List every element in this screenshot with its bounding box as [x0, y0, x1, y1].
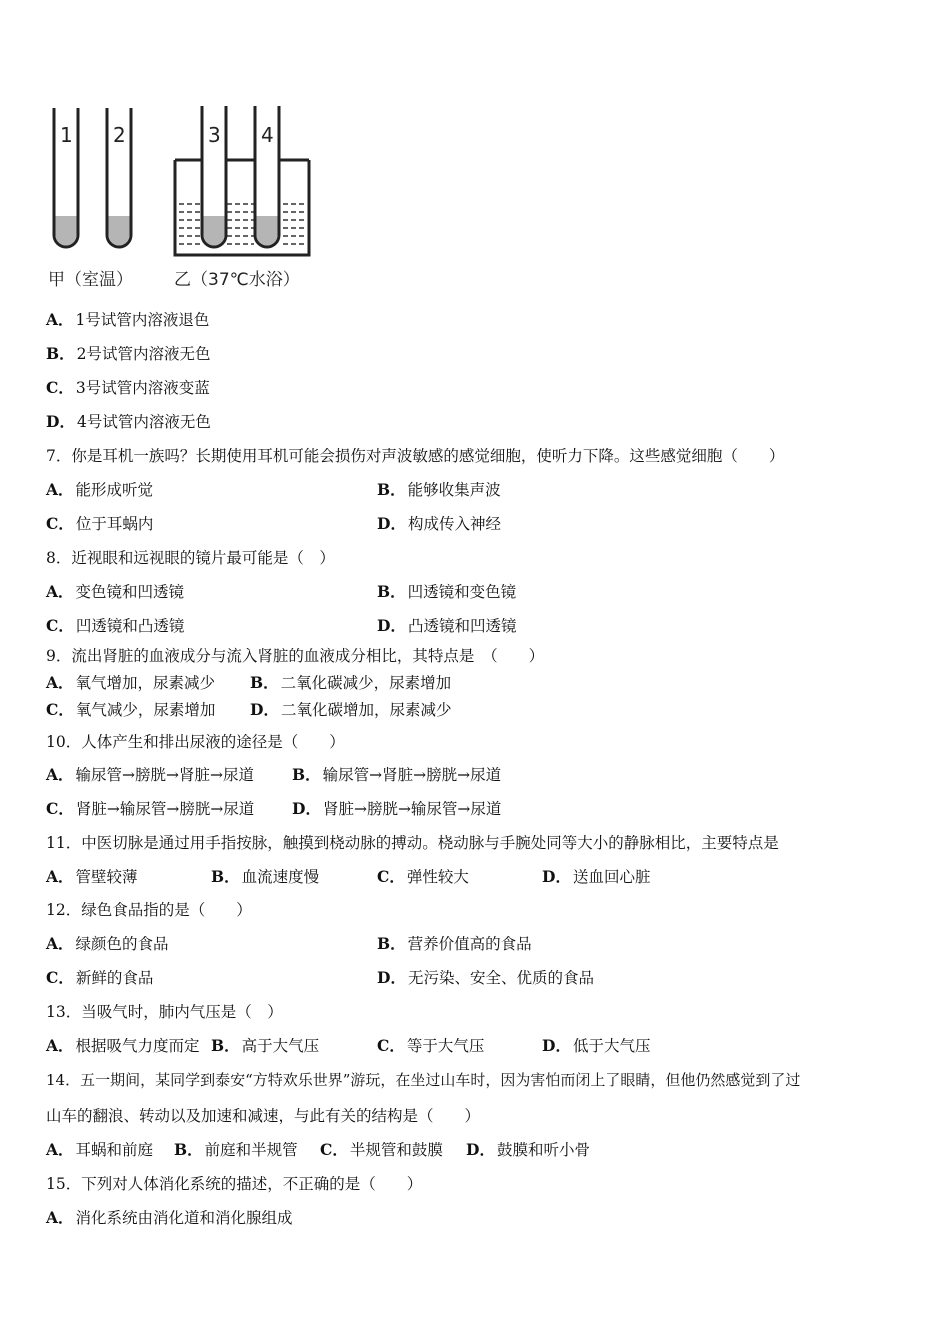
test-tube-figure — [44, 100, 320, 294]
q14-option-d: D． 鼓膜和听小骨 — [466, 1140, 590, 1159]
q9-option-a: A． 氧气增加，尿素减少 — [46, 673, 216, 692]
tube-2-liquid — [109, 216, 130, 246]
q10-option-d: D． 肾脏→膀胱→输尿管→尿道 — [292, 799, 502, 818]
tube-label-1: 1 — [60, 123, 73, 147]
q8-option-a: A． 变色镜和凹透镜 — [46, 582, 185, 601]
test-tube-diagram — [44, 100, 320, 294]
q6-option-a: A． 1号试管内溶液退色 — [46, 310, 210, 329]
q8-option-b: B． 凹透镜和变色镜 — [377, 582, 517, 601]
q9-option-c: C． 氧气减少，尿素增加 — [46, 700, 216, 719]
q9-stem: 9．流出肾脏的血液成分与流入肾脏的血液成分相比，其特点是 （ ） — [46, 647, 545, 665]
tube-label-2: 2 — [113, 123, 126, 147]
q11-option-a: A． 管壁较薄 — [46, 867, 138, 886]
tube-4-liquid — [257, 216, 278, 246]
q14-stem-line-1: 14．五一期间，某同学到泰安“方特欢乐世界”游玩，在坐过山车时，因为害怕而闭上了眼睛，但他仍然感觉到了过 — [46, 1071, 801, 1089]
q10-stem: 10．人体产生和排出尿液的途径是（ ） — [46, 733, 345, 751]
q9-option-d: D． 二氧化碳增加，尿素减少 — [250, 700, 452, 719]
q8-option-c: C． 凹透镜和凸透镜 — [46, 616, 185, 635]
caption-left: 甲（室温） — [48, 270, 133, 290]
q14-option-a: A． 耳蜗和前庭 — [46, 1140, 154, 1159]
water-bath-beaker — [175, 160, 309, 255]
q10-option-a: A． 输尿管→膀胱→肾脏→尿道 — [46, 765, 254, 784]
q13-option-d: D． 低于大气压 — [542, 1036, 651, 1055]
q13-option-c: C． 等于大气压 — [377, 1036, 485, 1055]
tube-label-4: 4 — [261, 123, 274, 147]
q13-stem: 13．当吸气时，肺内气压是（ ） — [46, 1003, 283, 1021]
q12-option-b: B． 营养价值高的食品 — [377, 934, 532, 953]
q6-option-d: D． 4号试管内溶液无色 — [46, 412, 211, 431]
q11-option-d: D． 送血回心脏 — [542, 867, 651, 886]
q6-option-b: B． 2号试管内溶液无色 — [46, 344, 211, 363]
q7-option-b: B． 能够收集声波 — [377, 480, 501, 499]
q12-option-a: A． 绿颜色的食品 — [46, 934, 169, 953]
q14-option-b: B． 前庭和半规管 — [174, 1140, 298, 1159]
q10-option-b: B． 输尿管→肾脏→膀胱→尿道 — [292, 765, 502, 784]
tube-label-3: 3 — [208, 123, 221, 147]
q12-option-d: D． 无污染、安全、优质的食品 — [377, 968, 594, 987]
q7-option-a: A． 能形成听觉 — [46, 480, 154, 499]
caption-right: 乙（37℃水浴） — [174, 270, 300, 290]
q15-option-a: A． 消化系统由消化道和消化腺组成 — [46, 1208, 293, 1227]
q7-stem: 7．你是耳机一族吗？长期使用耳机可能会损伤对声波敏感的感觉细胞，使听力下降。这些感觉细胞（ ） — [46, 447, 785, 465]
tube-3-liquid — [204, 216, 225, 246]
water-hatching — [179, 204, 305, 244]
q13-option-a: A． 根据吸气力度而定 — [46, 1036, 200, 1055]
q8-option-d: D． 凸透镜和凹透镜 — [377, 616, 517, 635]
q13-option-b: B． 高于大气压 — [211, 1036, 320, 1055]
q9-option-b: B． 二氧化碳减少，尿素增加 — [250, 673, 452, 692]
q7-option-d: D． 构成传入神经 — [377, 514, 501, 533]
q14-stem-line-2: 山车的翻浪、转动以及加速和减速，与此有关的结构是（ ） — [46, 1107, 481, 1125]
q15-stem: 15．下列对人体消化系统的描述，不正确的是（ ） — [46, 1175, 423, 1193]
q12-stem: 12．绿色食品指的是（ ） — [46, 901, 252, 919]
q11-option-c: C． 弹性较大 — [377, 867, 469, 886]
q8-stem: 8．近视眼和远视眼的镜片最可能是（ ） — [46, 549, 335, 567]
q7-option-c: C． 位于耳蜗内 — [46, 514, 154, 533]
q6-option-c: C． 3号试管内溶液变蓝 — [46, 378, 210, 397]
q14-option-c: C． 半规管和鼓膜 — [320, 1140, 443, 1159]
q10-option-c: C． 肾脏→输尿管→膀胱→尿道 — [46, 799, 255, 818]
tube-1-liquid — [56, 216, 77, 246]
q11-stem: 11．中医切脉是通过用手指按脉，触摸到桡动脉的搏动。桡动脉与手腕处同等大小的静脉相比，主要特点是 — [46, 834, 779, 852]
q11-option-b: B． 血流速度慢 — [211, 867, 320, 886]
q12-option-c: C． 新鲜的食品 — [46, 968, 154, 987]
